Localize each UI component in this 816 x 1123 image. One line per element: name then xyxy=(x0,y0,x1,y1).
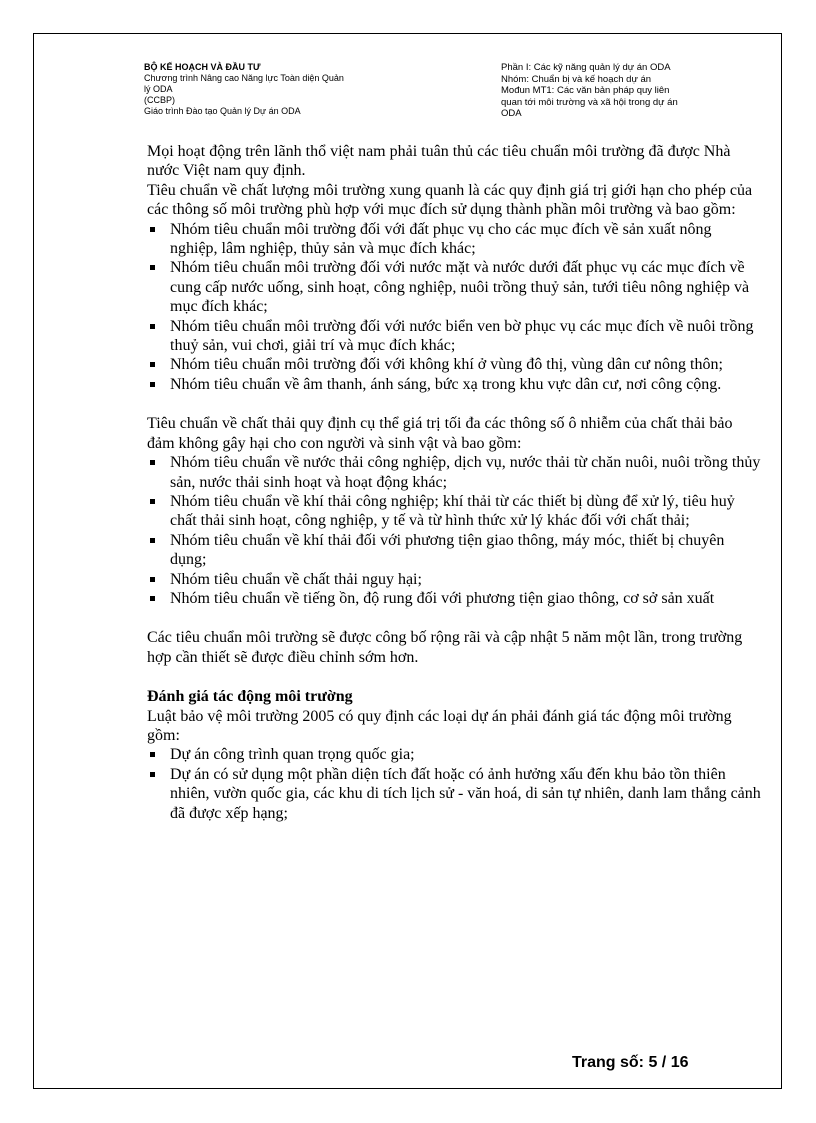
list-item: Nhóm tiêu chuẩn về chất thải nguy hại; xyxy=(147,570,762,589)
list-item: Nhóm tiêu chuẩn về khí thải công nghiệp; khí thải từ các thiết bị dùng để xử lý, tiêu huỷ chất thải sinh hoạt, công nghiệp, y tế và từ hình thức xử lý khác đối với chất thải; xyxy=(147,492,762,531)
list-item: Nhóm tiêu chuẩn về nước thải công nghiệp, dịch vụ, nước thải từ chăn nuôi, nuôi trồng thủy sản, nước thải sinh hoạt và hoạt động khác; xyxy=(147,453,762,492)
paragraph-eia: Luật bảo vệ môi trường 2005 có quy định các loại dự án phải đánh giá tác động môi trường gồm: xyxy=(147,707,732,744)
ministry-name: BỘ KẾ HOẠCH VÀ ĐẦU TƯ xyxy=(144,62,261,72)
header-right xyxy=(501,62,731,120)
paragraph-ambient-standards: Tiêu chuẩn về chất lượng môi trường xung quanh là các quy định giá trị giới hạn cho phép của các thông số môi trường phù hợp với mục đích sử dụng thành phần môi trường và bao gồm: xyxy=(147,181,753,219)
list-item: Nhóm tiêu chuẩn về khí thải đối với phương tiện giao thông, máy móc, thiết bị chuyên dụng; xyxy=(147,531,762,570)
list-item: Nhóm tiêu chuẩn môi trường đối với không khí ở vùng đô thị, vùng dân cư nông thôn; xyxy=(147,355,762,374)
paragraph-intro: Mọi hoạt động trên lãnh thổ việt nam phải tuân thủ các tiêu chuẩn môi trường đã được Nhà nước Việt nam quy định. xyxy=(147,143,731,180)
list-item: Dự án có sử dụng một phần diện tích đất hoặc có ảnh hưởng xấu đến khu bảo tồn thiên nhiên, vườn quốc gia, các khu di tích lịch sử - văn hoá, di sản tự nhiên, danh lam thắng cảnh đã được xếp hạng; xyxy=(147,765,762,823)
eia-projects-list xyxy=(147,745,762,823)
program-name: Chương trình Nâng cao Năng lực Toàn diện Quản lý ODA xyxy=(144,73,344,94)
section-heading: Đánh giá tác động môi trường xyxy=(147,688,353,706)
main-content xyxy=(147,142,762,823)
paragraph-waste-standards: Tiêu chuẩn về chất thải quy định cụ thể giá trị tối đa các thông số ô nhiễm của chất thải bảo đảm không gây hại cho con người và sinh vật và bao gồm: xyxy=(147,415,733,452)
list-item: Nhóm tiêu chuẩn môi trường đối với nước biển ven bờ phục vụ các mục đích về nuôi trồng thuỷ sản, vui chơi, giải trí và mục đích khác; xyxy=(147,317,762,356)
list-item: Nhóm tiêu chuẩn môi trường đối với đất phục vụ cho các mục đích về sản xuất nông nghiệp, lâm nghiệp, thủy sản và mục đích khác; xyxy=(147,220,762,259)
module-title-line3: ODA xyxy=(501,108,522,119)
list-item: Dự án công trình quan trọng quốc gia; xyxy=(147,745,762,764)
list-item: Nhóm tiêu chuẩn môi trường đối với nước mặt và nước dưới đất phục vụ các mục đích về cung cấp nước uống, sinh hoạt, công nghiệp, nuôi trồng thuỷ sản, tưới tiêu nông nghiệp và mục đích khác; xyxy=(147,258,762,316)
list-item: Nhóm tiêu chuẩn về tiếng ồn, độ rung đối với phương tiện giao thông, cơ sở sản xuất xyxy=(147,589,762,608)
module-title-line1: Mođun MT1: Các văn bản pháp quy liên xyxy=(501,85,670,96)
part-title: Phần I: Các kỹ năng quản lý dự án ODA xyxy=(501,62,671,73)
header-left xyxy=(144,62,344,117)
list-item: Nhóm tiêu chuẩn về âm thanh, ánh sáng, bức xạ trong khu vực dân cư, nơi công cộng. xyxy=(147,375,762,394)
program-abbr: (CCBP) xyxy=(144,95,175,105)
paragraph-publication: Các tiêu chuẩn môi trường sẽ được công bố rộng rãi và cập nhật 5 năm một lần, trong trường hợp cần thiết sẽ được điều chỉnh sớm hơn. xyxy=(147,629,743,666)
group-title: Nhóm: Chuẩn bị và kế hoạch dự án xyxy=(501,73,652,85)
waste-standards-list xyxy=(147,453,762,608)
course-name: Giáo trình Đào tạo Quản lý Dự án ODA xyxy=(144,106,301,116)
ambient-standards-list xyxy=(147,220,762,395)
module-title-line2: quan tới môi trường và xã hội trong dự án xyxy=(501,96,678,108)
page-number: Trang số: 5 / 16 xyxy=(572,1054,689,1071)
